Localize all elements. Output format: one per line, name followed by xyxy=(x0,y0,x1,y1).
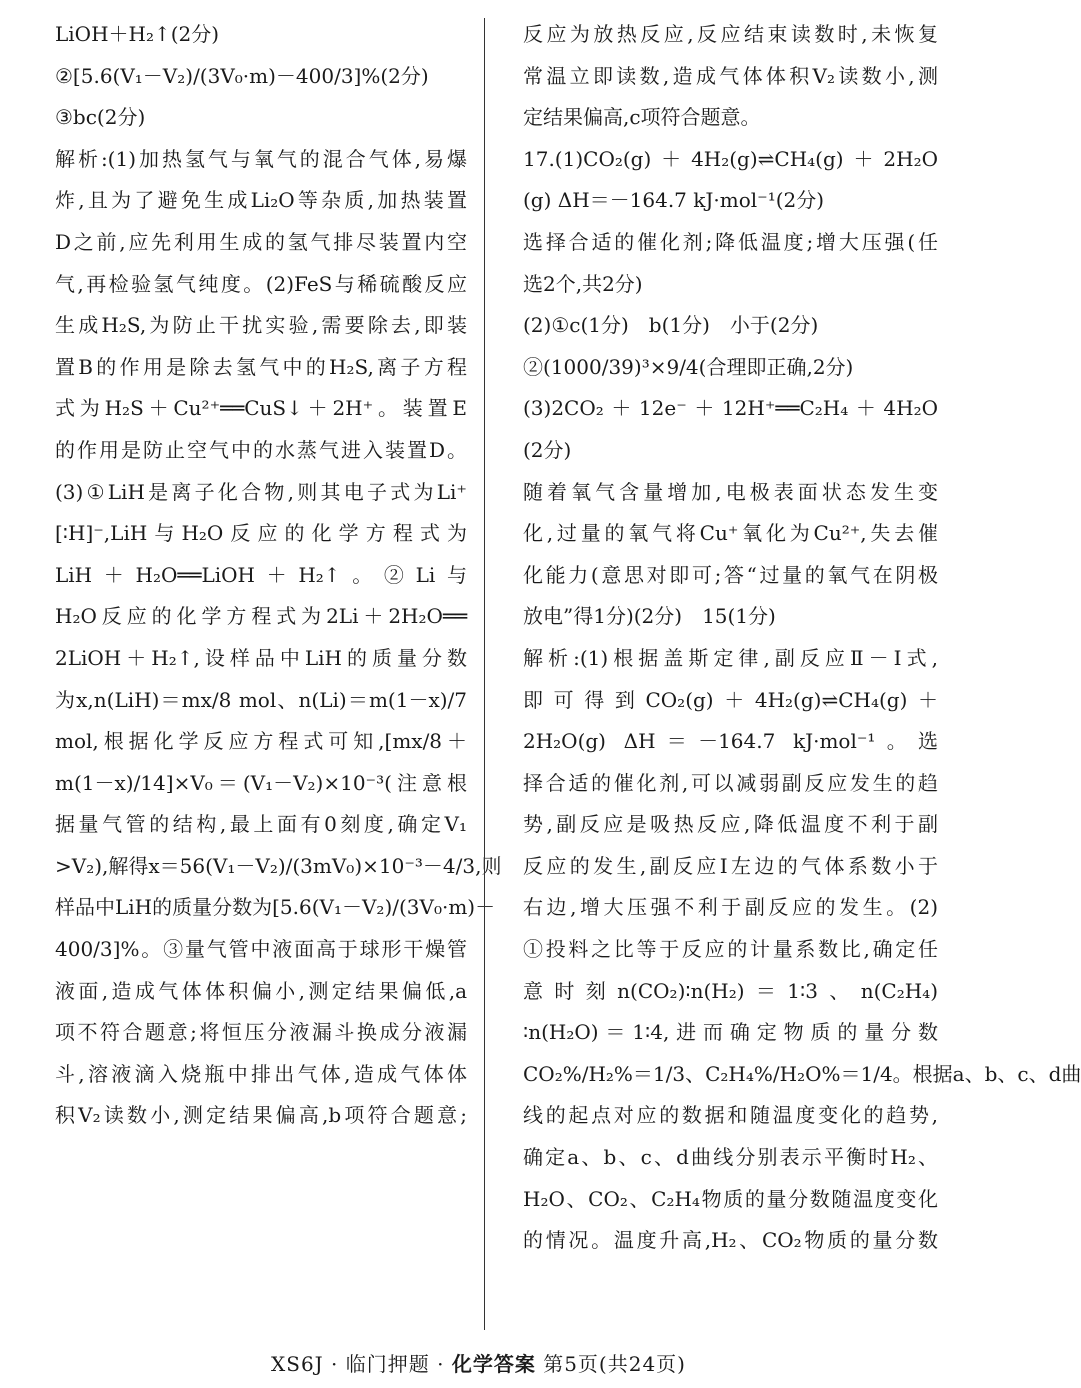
text-line: 确定a、b、c、d曲线分别表示平衡时H₂、 xyxy=(523,1145,938,1170)
text-line: 解析:(1)加热氢气与氧气的混合气体,易爆 xyxy=(55,146,467,171)
text-line: 反应的发生,副反应Ⅰ左边的气体系数小于 xyxy=(523,853,938,878)
footer-separator: · xyxy=(331,1352,346,1376)
text-line: 样品中LiH的质量分数为[5.6(V₁－V₂)/(3V₀·m)－ xyxy=(55,895,496,920)
text-line: 右边,增大压强不利于副反应的发生。(2) xyxy=(523,895,938,920)
text-line: 的情况。温度升高,H₂、CO₂物质的量分数 xyxy=(523,1228,938,1253)
text-line: 化,过量的氧气将Cu⁺氧化为Cu²⁺,失去催 xyxy=(523,521,938,546)
text-line: 式为H₂S＋Cu²⁺══CuS↓＋2H⁺。装置E xyxy=(55,396,467,421)
text-line: ②[5.6(V₁－V₂)/(3V₀·m)－400/3]%(2分) xyxy=(55,63,429,88)
text-line: LiOH＋H₂↑(2分) xyxy=(55,22,220,46)
text-line: 择合适的催化剂,可以减弱副反应发生的趋 xyxy=(523,770,938,795)
text-line: (2)①c(1分) b(1分) 小于(2分) xyxy=(523,313,819,338)
text-line: H₂O反应的化学方程式为2Li＋2H₂O══ xyxy=(55,604,467,629)
text-line: (g) ΔH＝－164.7 kJ·mol⁻¹(2分) xyxy=(523,188,825,213)
right-column xyxy=(523,14,1081,1262)
left-column xyxy=(55,14,502,1137)
text-line: H₂O、CO₂、C₂H₄物质的量分数随温度变化 xyxy=(523,1186,938,1211)
text-line: 斗,溶液滴入烧瓶中排出气体,造成气体体 xyxy=(55,1061,467,1086)
text-line: >V₂),解得x＝56(V₁－V₂)/(3mV₀)×10⁻³－4/3,则 xyxy=(55,853,502,878)
text-line: D之前,应先利用生成的氢气排尽装置内空 xyxy=(55,229,467,254)
text-line: ∶n(H₂O)＝1∶4,进而确定物质的量分数 xyxy=(523,1020,938,1045)
column-divider xyxy=(484,18,485,1330)
text-line: 即可得到CO₂(g)＋4H₂(g)⇌CH₄(g)＋ xyxy=(523,687,938,712)
text-line: 为x,n(LiH)＝mx/8 mol、n(Li)＝m(1－x)/7 xyxy=(55,687,467,712)
text-line: 炸,且为了避免生成Li₂O等杂质,加热装置 xyxy=(55,188,467,213)
footer-separator: · xyxy=(437,1352,452,1376)
text-line: 定结果偏高,c项符合题意。 xyxy=(523,105,761,130)
text-line: (3)①LiH是离子化合物,则其电子式为Li⁺ xyxy=(55,479,467,504)
text-line: ①投料之比等于反应的计量系数比,确定任 xyxy=(523,937,938,962)
text-line: 选2个,共2分) xyxy=(523,271,643,296)
text-line: CO₂%/H₂%＝1/3、C₂H₄%/H₂O%＝1/4。根据a、b、c、d曲 xyxy=(523,1061,1081,1086)
text-line: 反应为放热反应,反应结束读数时,未恢复 xyxy=(523,22,938,46)
text-line: (2分) xyxy=(523,437,572,462)
text-line: 17.(1)CO₂(g)＋4H₂(g)⇌CH₄(g)＋2H₂O xyxy=(523,146,938,171)
footer-series: 临门押题 xyxy=(345,1352,430,1376)
text-line: 解析:(1)根据盖斯定律,副反应Ⅱ－Ⅰ式, xyxy=(523,645,938,670)
text-line: ③bc(2分) xyxy=(55,105,146,130)
footer-code: XS6J xyxy=(271,1352,324,1376)
text-line: 的作用是防止空气中的水蒸气进入装置D。 xyxy=(55,437,467,462)
text-line: m(1－x)/14]×V₀＝(V₁－V₂)×10⁻³(注意根 xyxy=(55,770,467,795)
text-line: 2H₂O(g) ΔH＝－164.7 kJ·mol⁻¹。选 xyxy=(523,729,938,754)
footer-page: 第5页(共24页) xyxy=(543,1352,686,1376)
text-line: [∶H]⁻,LiH与H₂O反应的化学方程式为 xyxy=(55,521,467,546)
text-line: 常温立即读数,造成气体体积V₂读数小,测 xyxy=(523,63,938,88)
footer-subject: 化学答案 xyxy=(451,1352,536,1376)
text-line: (3)2CO₂＋12e⁻＋12H⁺══C₂H₄＋4H₂O xyxy=(523,396,938,421)
text-line: LiH＋H₂O══LiOH＋H₂↑。②Li与 xyxy=(55,562,467,587)
text-line: mol,根据化学反应方程式可知,[mx/8＋ xyxy=(55,729,467,754)
text-line: 400/3]%。③量气管中液面高于球形干燥管 xyxy=(55,937,467,962)
text-line: 意时刻n(CO₂)∶n(H₂)＝1∶3、n(C₂H₄) xyxy=(523,978,938,1003)
text-line: 放电”得1分)(2分) 15(1分) xyxy=(523,604,776,629)
text-line: 2LiOH＋H₂↑,设样品中LiH的质量分数 xyxy=(55,645,467,670)
text-line: 线的起点对应的数据和随温度变化的趋势, xyxy=(523,1103,938,1128)
text-line: 气,再检验氢气纯度。(2)FeS与稀硫酸反应 xyxy=(55,271,467,296)
text-line: 项不符合题意;将恒压分液漏斗换成分液漏 xyxy=(55,1020,467,1045)
text-line: 势,副反应是吸热反应,降低温度不利于副 xyxy=(523,812,938,837)
page-footer xyxy=(0,1348,957,1377)
text-line: 选择合适的催化剂;降低温度;增大压强(任 xyxy=(523,229,938,254)
text-line: 化能力(意思对即可;答“过量的氧气在阴极 xyxy=(523,562,938,587)
text-line: 液面,造成气体体积偏小,测定结果偏低,a xyxy=(55,978,467,1003)
text-line: 积V₂读数小,测定结果偏高,b项符合题意; xyxy=(55,1103,467,1128)
text-line: 随着氧气含量增加,电极表面状态发生变 xyxy=(523,479,938,504)
text-line: 据量气管的结构,最上面有0刻度,确定V₁ xyxy=(55,812,467,837)
text-line: 置B的作用是除去氢气中的H₂S,离子方程 xyxy=(55,354,467,379)
text-line: ②(1000/39)³×9/4(合理即正确,2分) xyxy=(523,354,854,379)
text-line: 生成H₂S,为防止干扰实验,需要除去,即装 xyxy=(55,313,467,338)
